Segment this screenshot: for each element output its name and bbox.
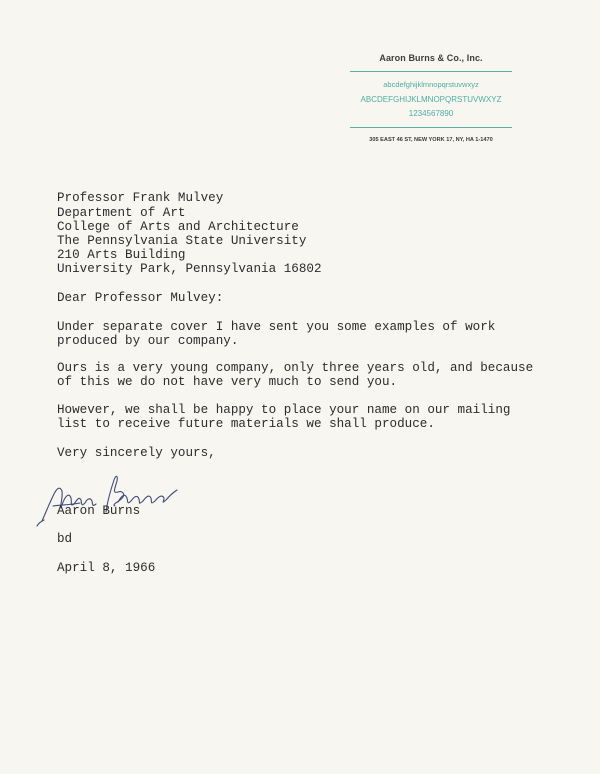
letterhead-lowercase-alphabet: abcdefghijklmnopqrstuvwxyz [383, 80, 479, 89]
salutation: Dear Professor Mulvey: [57, 291, 224, 305]
letterhead-top-rule [350, 71, 512, 72]
recipient-line: College of Arts and Architecture [57, 220, 299, 234]
letter-date: April 8, 1966 [57, 561, 156, 575]
handwritten-signature [34, 472, 184, 532]
closing: Very sincerely yours, [57, 446, 216, 460]
body-line: list to receive future materials we shall produce. [57, 417, 435, 431]
letterhead-address: 305 EAST 46 ST, NEW YORK 17, NY, HA 1-1470 [369, 137, 493, 143]
body-line: However, we shall be happy to place your name on our mailing [57, 403, 511, 417]
body-line: Ours is a very young company, only three years old, and because [57, 361, 534, 375]
signer-name: Aaron Burns [57, 504, 141, 518]
letterhead-uppercase-alphabet: ABCDEFGHIJKLMNOPQRSTUVWXYZ [360, 95, 502, 104]
recipient-line: Department of Art [57, 206, 186, 220]
typist-initials: bd [57, 532, 73, 546]
letterhead-bottom-rule [350, 127, 512, 128]
letterhead-company-name: Aaron Burns & Co., Inc. [379, 53, 483, 63]
recipient-line: 210 Arts Building [57, 248, 186, 262]
recipient-line: University Park, Pennsylvania 16802 [57, 262, 322, 276]
body-line: of this we do not have very much to send you. [57, 375, 398, 389]
recipient-line: Professor Frank Mulvey [57, 191, 224, 205]
recipient-line: The Pennsylvania State University [57, 234, 307, 248]
body-line: Under separate cover I have sent you some examples of work [57, 320, 496, 334]
letterhead-digits: 1234567890 [408, 109, 454, 118]
body-line: produced by our company. [57, 334, 239, 348]
